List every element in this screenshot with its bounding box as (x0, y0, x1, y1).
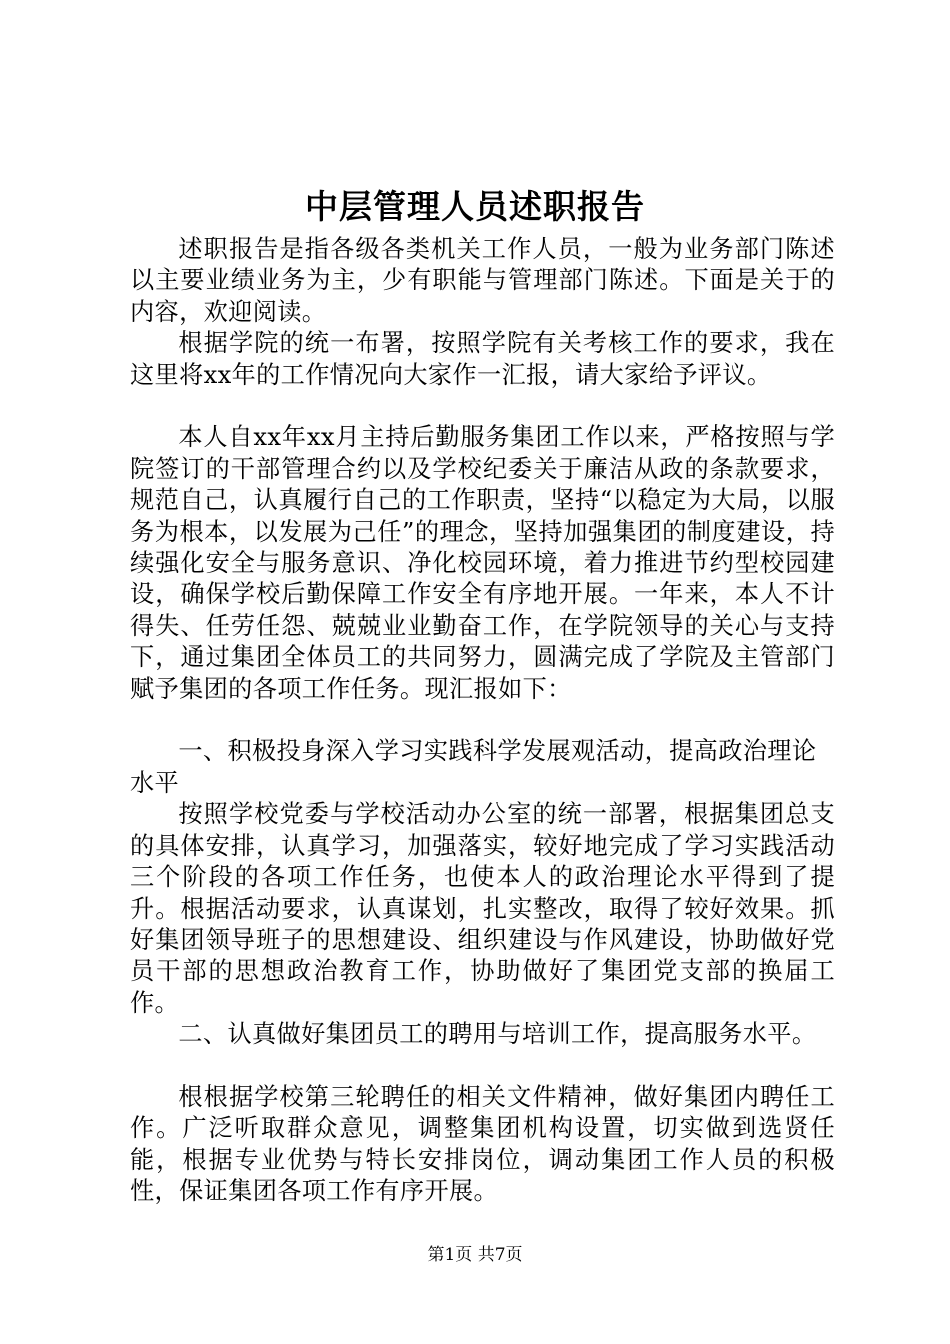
document-title: 中层管理人员述职报告 (305, 187, 645, 226)
paragraph-gap (130, 705, 835, 736)
document-body (130, 234, 835, 1208)
intro-paragraph: 述职报告是指各级各类机关工作人员，一般为业务部门陈述以主要业绩业务为主，少有职能与管理部门陈述。下面是关于的内容，欢迎阅读。 (130, 235, 835, 326)
page-footer: 第1页 共7页 (427, 1245, 523, 1265)
paragraph-gap (130, 1051, 835, 1082)
section-heading-1: 一、积极投身深入学习实践科学发展观活动，提高政治理论水平 (130, 737, 817, 797)
opening-paragraph: 根据学院的统一布署，按照学院有关考核工作的要求，我在这里将xx年的工作情况向大家作一汇报，请大家给予评议。 (130, 329, 835, 389)
section-paragraph-2: 根根据学校第三轮聘任的相关文件精神，做好集团内聘任工作。广泛听取群众意见，调整集团机构设置，切实做到选贤任能，根据专业优势与特长安排岗位，调动集团工作人员的积极性，保证集团各项工作有序开展。 (130, 1082, 835, 1206)
overview-paragraph: 本人自xx年xx月主持后勤服务集团工作以来，严格按照与学院签订的干部管理合约以及学校纪委关于廉洁从政的条款要求，规范自己，认真履行自己的工作职责，坚持“以稳定为大局，以服务为根本，以发展为己任”的理念，坚持加强集团的制度建设，持续强化安全与服务意识、净化校园环境，着力推进节约型校园建设，确保学校后勤保障工作安全有序地开展。一年来，本人不计得失、任劳任怨、兢兢业业勤奋工作，在学院领导的关心与支持下，通过集团全体员工的共同努力，圆满完成了学院及主管部门赋予集团的各项工作任务。现汇报如下： (130, 423, 835, 703)
section-heading-2: 二、认真做好集团员工的聘用与培训工作，提高服务水平。 (178, 1020, 817, 1049)
section-paragraph-1: 按照学校党委与学校活动办公室的统一部署，根据集团总支的具体安排，认真学习，加强落实，较好地完成了学习实践活动三个阶段的各项工作任务，也使本人的政治理论水平得到了提升。根据活动要求，认真谋划，扎实整改，取得了较好效果。抓好集团领导班子的思想建设、组织建设与作风建设，协助做好党员干部的思想政治教育工作，协助做好了集团党支部的换届工作。 (130, 800, 835, 1017)
paragraph-gap (130, 391, 835, 422)
